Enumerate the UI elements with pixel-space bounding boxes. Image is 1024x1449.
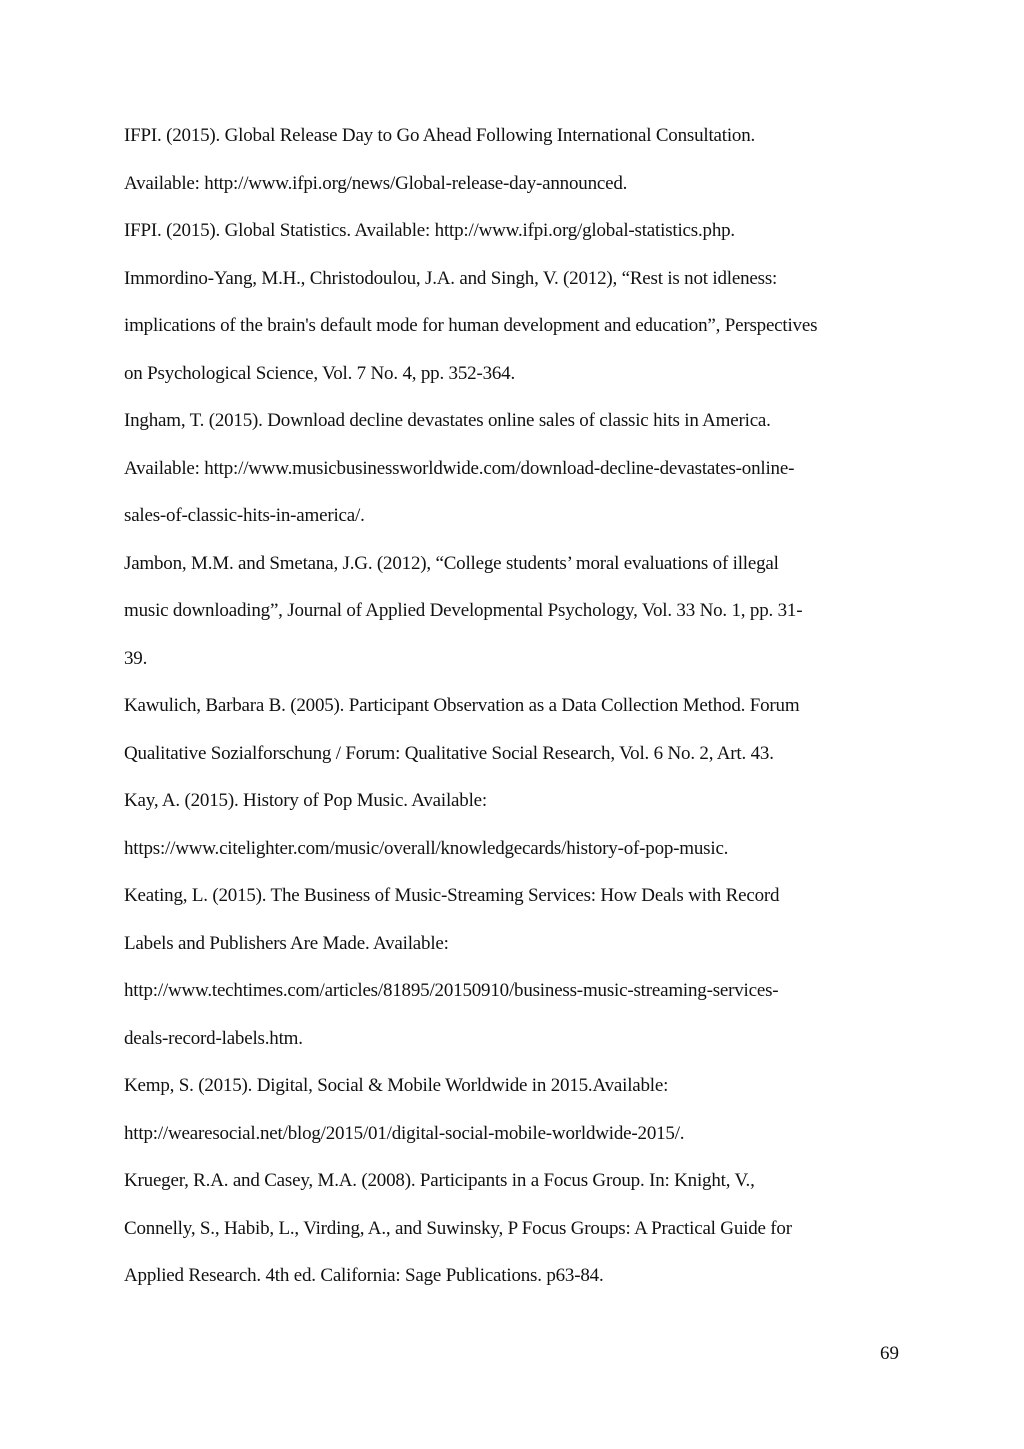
reference-line: Applied Research. 4th ed. California: Sage Publications. p63-84. — [124, 1265, 604, 1286]
reference-line: sales-of-classic-hits-in-america/. — [124, 505, 365, 526]
reference-line: implications of the brain's default mode for human development and education”, Perspectives — [124, 315, 818, 336]
page-number: 69 — [880, 1343, 899, 1364]
reference-line: Connelly, S., Habib, L., Virding, A., and Suwinsky, P Focus Groups: A Practical Guide for — [124, 1218, 792, 1239]
reference-line: Immordino-Yang, M.H., Christodoulou, J.A. and Singh, V. (2012), “Rest is not idleness: — [124, 268, 778, 289]
reference-line: 39. — [124, 648, 148, 669]
reference-line: Jambon, M.M. and Smetana, J.G. (2012), “College students’ moral evaluations of illegal — [124, 553, 779, 574]
reference-line: http://www.techtimes.com/articles/81895/20150910/business-music-streaming-services- — [124, 980, 779, 1001]
reference-line: IFPI. (2015). Global Statistics. Available: http://www.ifpi.org/global-statistics.php. — [124, 220, 735, 241]
reference-line: deals-record-labels.htm. — [124, 1028, 303, 1049]
reference-line: https://www.citelighter.com/music/overall/knowledgecards/history-of-pop-music. — [124, 838, 729, 859]
reference-line: Ingham, T. (2015). Download decline devastates online sales of classic hits in America. — [124, 410, 771, 431]
reference-line: Available: http://www.ifpi.org/news/Global-release-day-announced. — [124, 173, 628, 194]
reference-line: on Psychological Science, Vol. 7 No. 4, pp. 352-364. — [124, 363, 516, 384]
reference-line: IFPI. (2015). Global Release Day to Go Ahead Following International Consultation. — [124, 125, 756, 146]
reference-line: Kay, A. (2015). History of Pop Music. Available: — [124, 790, 487, 811]
reference-line: Kawulich, Barbara B. (2005). Participant Observation as a Data Collection Method. Forum — [124, 695, 800, 716]
reference-line: Krueger, R.A. and Casey, M.A. (2008). Participants in a Focus Group. In: Knight, V., — [124, 1170, 755, 1191]
reference-line: Available: http://www.musicbusinessworldwide.com/download-decline-devastates-online- — [124, 458, 795, 479]
reference-line: music downloading”, Journal of Applied Developmental Psychology, Vol. 33 No. 1, pp. 31- — [124, 600, 803, 621]
reference-line: Keating, L. (2015). The Business of Music-Streaming Services: How Deals with Record — [124, 885, 780, 906]
reference-line: Qualitative Sozialforschung / Forum: Qualitative Social Research, Vol. 6 No. 2, Art. 43. — [124, 743, 774, 764]
reference-line: http://wearesocial.net/blog/2015/01/digital-social-mobile-worldwide-2015/. — [124, 1123, 685, 1144]
reference-line: Kemp, S. (2015). Digital, Social & Mobile Worldwide in 2015.Available: — [124, 1075, 669, 1096]
reference-line: Labels and Publishers Are Made. Available: — [124, 933, 449, 954]
